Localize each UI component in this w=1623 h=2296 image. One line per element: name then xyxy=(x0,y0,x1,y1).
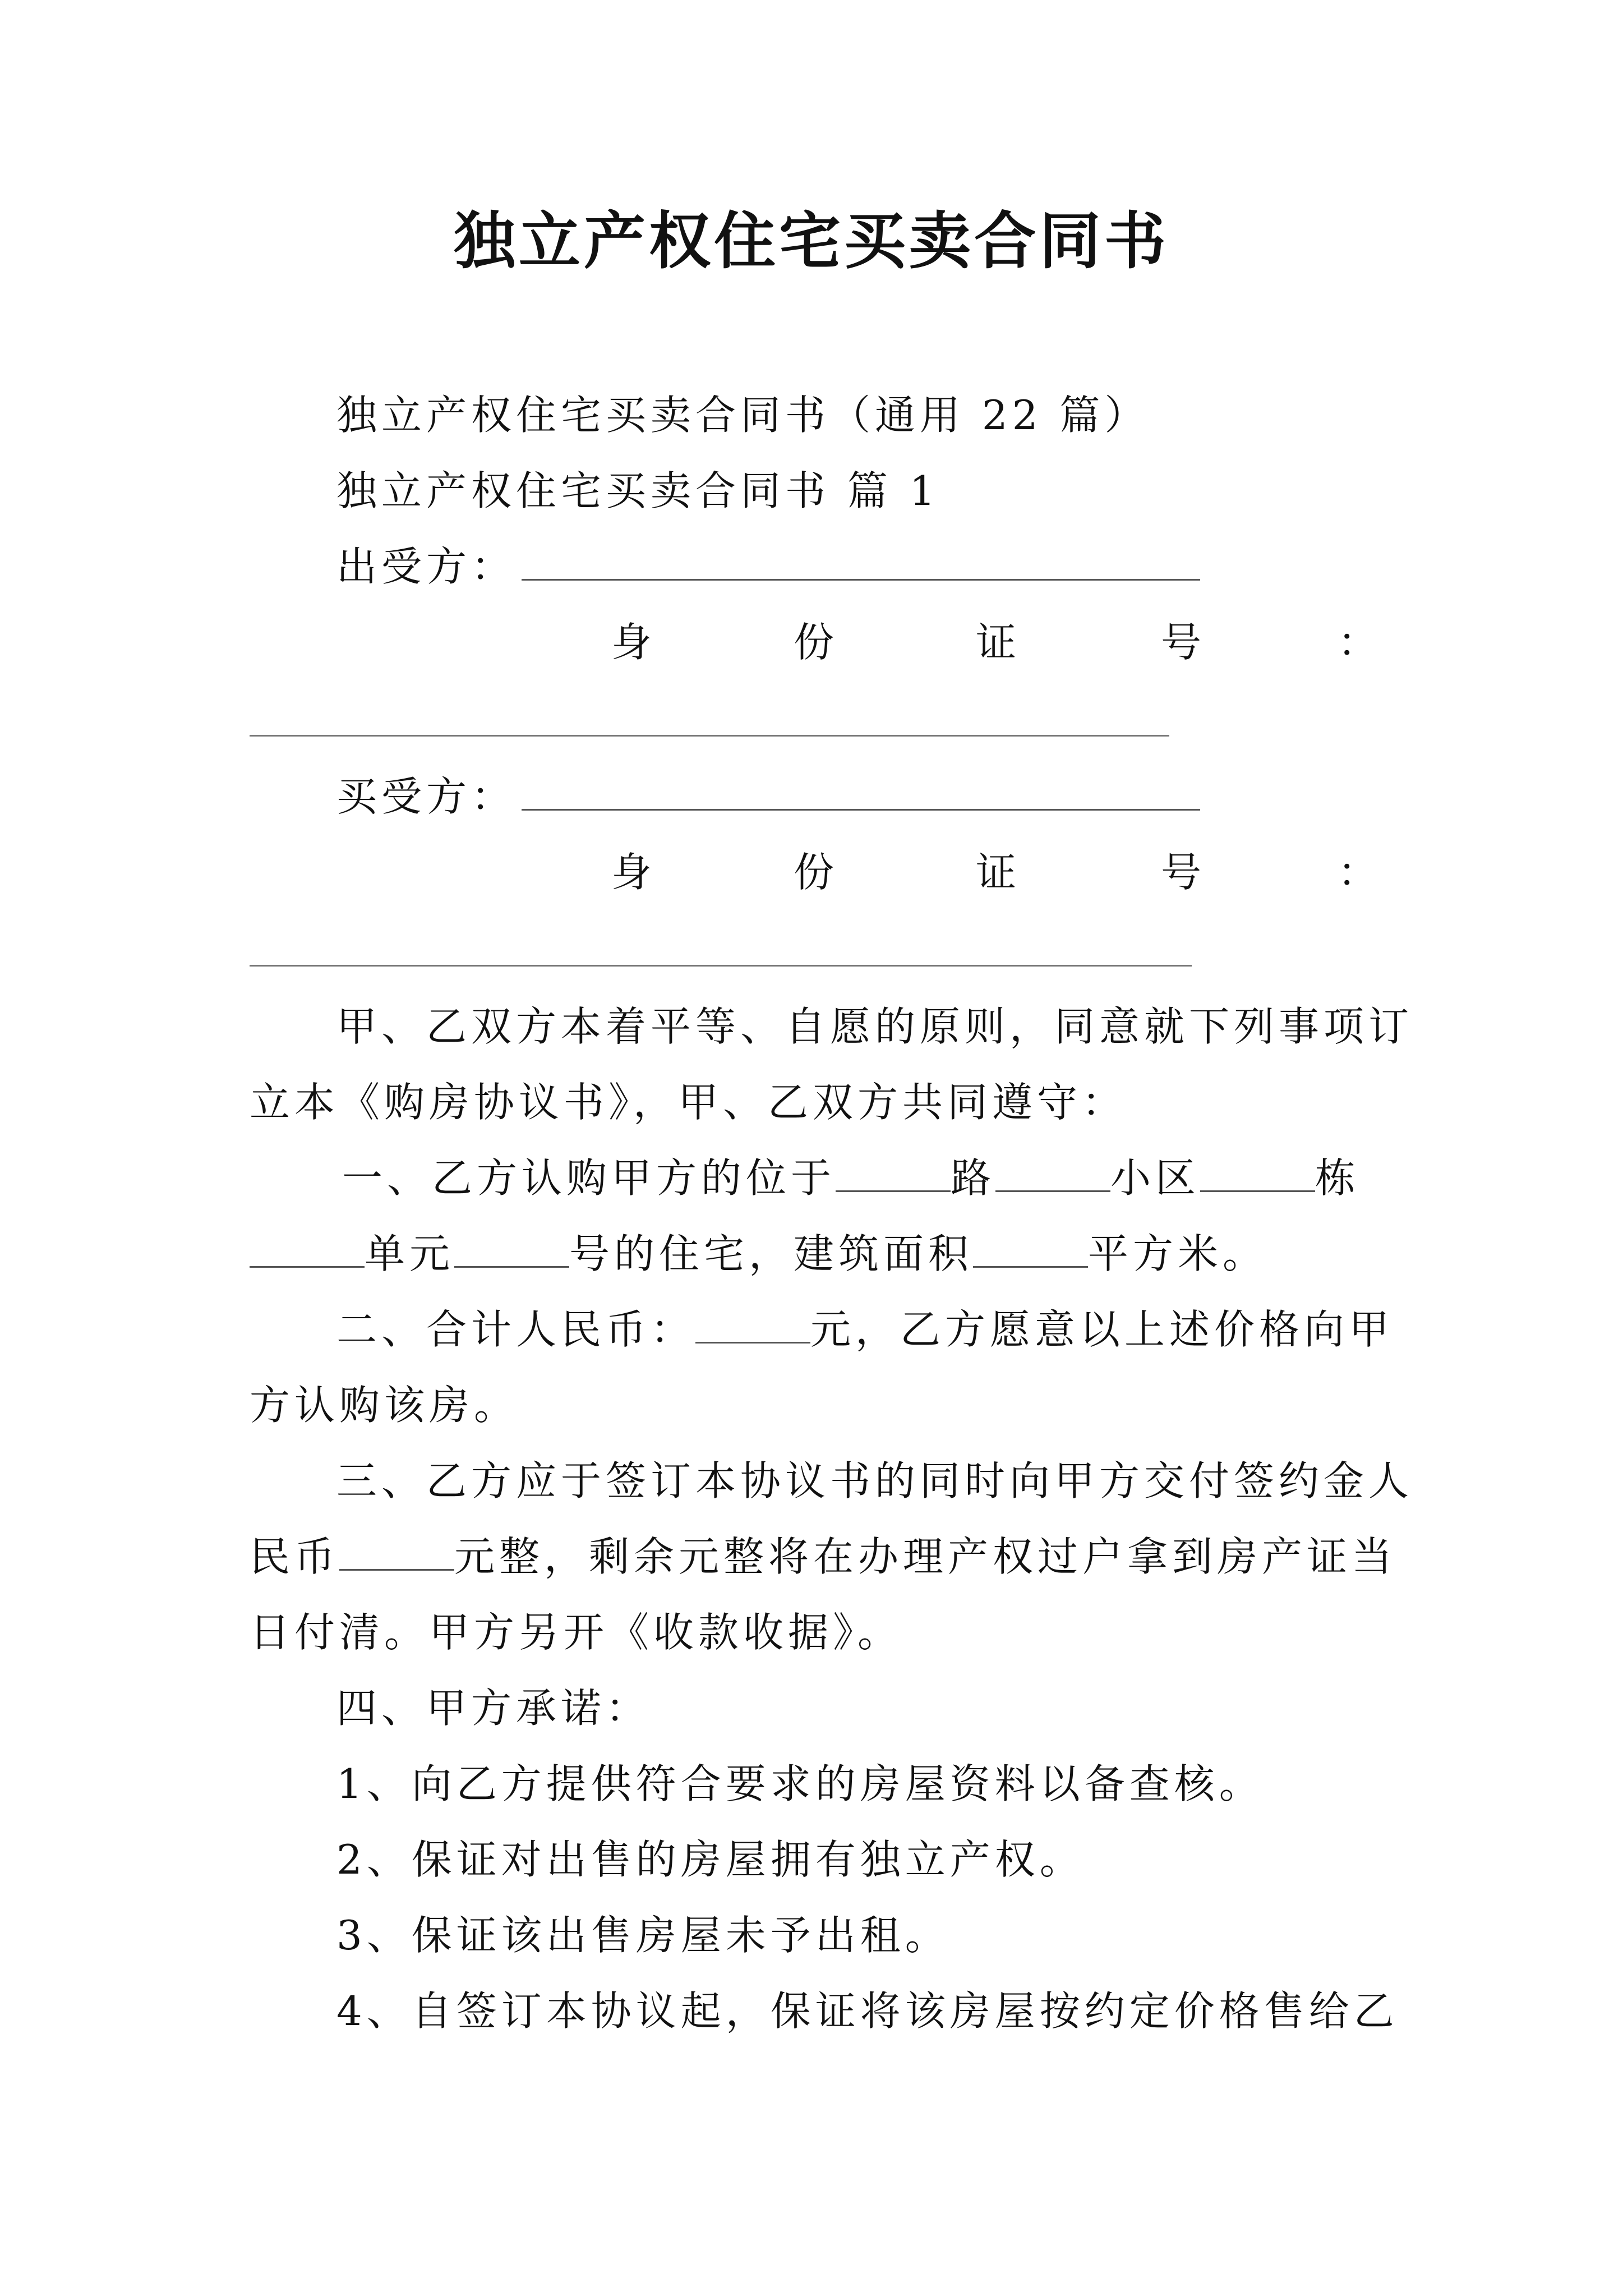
clause-4-item: 1、向乙方提供符合要求的房屋资料以备查核。 xyxy=(336,1760,1264,1807)
id-char: ： xyxy=(1338,619,1378,666)
clause-3-line-1: 三、乙方应于签订本协议书的同时向甲方交付签约金人 xyxy=(336,1457,1414,1504)
clause-4-item: 2、保证对出售的房屋拥有独立产权。 xyxy=(336,1836,1085,1883)
price-blank[interactable] xyxy=(695,1307,810,1343)
buyer-name-blank[interactable] xyxy=(522,774,1200,811)
clause-2-line-2: 方认购该房。 xyxy=(250,1382,519,1429)
clause-1-text: 一、乙方认购甲方的位于 xyxy=(342,1154,836,1202)
seller-line xyxy=(336,539,1200,595)
buyer-id-row xyxy=(0,844,1623,900)
id-char: 号 xyxy=(1161,849,1202,896)
buyer-label: 买受方： xyxy=(336,773,517,820)
buyer-id-blank[interactable] xyxy=(250,965,1192,967)
road-blank[interactable] xyxy=(836,1156,951,1192)
unit-blank[interactable] xyxy=(250,1231,365,1268)
seller-id-blank[interactable] xyxy=(250,735,1169,737)
id-char: 号 xyxy=(1161,619,1202,666)
seller-name-blank[interactable] xyxy=(522,544,1200,581)
seller-label: 出受方： xyxy=(336,543,517,590)
clause-1-text: 栋 xyxy=(1315,1154,1361,1202)
room-number-blank[interactable] xyxy=(454,1231,569,1268)
preamble-line-1: 甲、乙双方本着平等、自愿的原则，同意就下列事项订 xyxy=(336,1003,1414,1050)
id-char: 份 xyxy=(794,849,834,896)
clause-1-text: 小区 xyxy=(1110,1154,1201,1202)
preamble-line-2: 立本《购房协议书》，甲、乙双方共同遵守： xyxy=(250,1079,1127,1126)
id-char: ： xyxy=(1338,849,1378,896)
clause-1-text: 平方米。 xyxy=(1088,1230,1268,1277)
clause-3-text: 民币 xyxy=(250,1533,340,1580)
document-title: 独立产权住宅买卖合同书 xyxy=(454,205,1169,277)
document-subtitle: 独立产权住宅买卖合同书（通用 22 篇） xyxy=(336,392,1150,439)
clause-1-text: 路 xyxy=(951,1154,996,1202)
id-char: 证 xyxy=(976,619,1017,666)
id-char: 证 xyxy=(976,849,1017,896)
seller-id-row xyxy=(0,614,1623,670)
clause-1-line-1 xyxy=(342,1150,1360,1206)
area-blank[interactable] xyxy=(973,1231,1088,1268)
id-char: 份 xyxy=(794,619,834,666)
clause-4-item: 3、保证该出售房屋未予出租。 xyxy=(336,1912,950,1959)
clause-1-line-2 xyxy=(250,1226,1267,1282)
clause-4-item: 4、自签订本协议起，保证将该房屋按约定价格售给乙 xyxy=(336,1987,1399,2035)
id-char: 身 xyxy=(611,619,652,666)
clause-1-text: 单元 xyxy=(365,1230,455,1277)
community-blank[interactable] xyxy=(995,1156,1110,1192)
clause-2-text: 二、合计人民币： xyxy=(336,1306,696,1353)
clause-1-text: 号的住宅，建筑面积 xyxy=(569,1230,974,1277)
clause-3-text: 元整，剩余元整将在办理产权过户拿到房产证当 xyxy=(454,1533,1397,1580)
clause-2-line-1 xyxy=(336,1301,1394,1358)
buyer-line xyxy=(336,769,1200,825)
clause-4-heading: 四、甲方承诺： xyxy=(336,1685,651,1732)
building-blank[interactable] xyxy=(1200,1156,1315,1192)
clause-2-text: 元，乙方愿意以上述价格向甲 xyxy=(810,1306,1394,1353)
section-heading: 独立产权住宅买卖合同书 篇 1 xyxy=(336,467,940,514)
clause-3-line-2 xyxy=(250,1529,1396,1585)
id-char: 身 xyxy=(611,849,652,896)
deposit-blank[interactable] xyxy=(339,1534,454,1571)
clause-3-line-3: 日付清。甲方另开《收款收据》。 xyxy=(250,1609,903,1656)
